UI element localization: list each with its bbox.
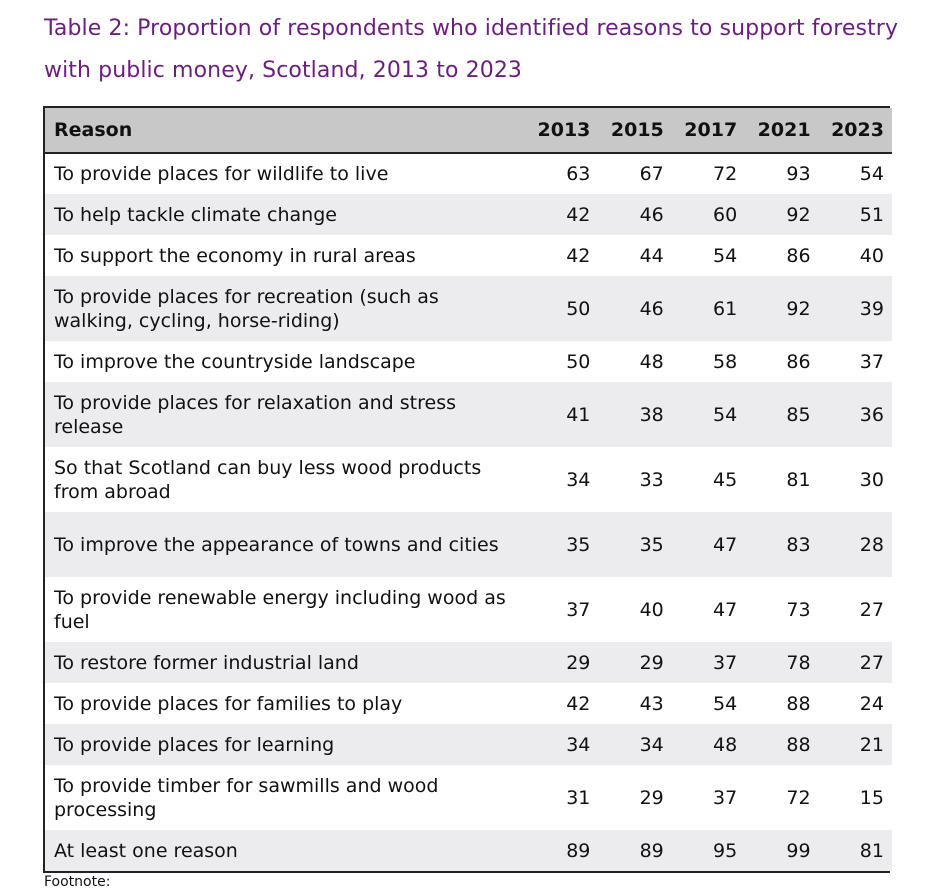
value-cell: 29 bbox=[639, 651, 664, 674]
value-cell: 45 bbox=[712, 468, 738, 491]
value-cell: 47 bbox=[712, 598, 738, 621]
value-cell: 29 bbox=[639, 786, 664, 809]
table-header-row bbox=[45, 108, 892, 153]
value-cell: 35 bbox=[566, 533, 591, 556]
value-cell: 51 bbox=[859, 203, 884, 226]
value-cell: 34 bbox=[566, 733, 591, 756]
value-cell: 34 bbox=[639, 733, 664, 756]
value-cell: 37 bbox=[859, 350, 884, 373]
table-row bbox=[45, 276, 892, 341]
value-cell: 50 bbox=[566, 350, 591, 373]
reason-cell: To provide places for wildlife to live bbox=[54, 163, 389, 185]
table-row bbox=[45, 341, 892, 382]
reason-cell: To restore former industrial land bbox=[54, 651, 359, 674]
value-cell: 92 bbox=[786, 203, 811, 226]
column-header-year: 2015 bbox=[598, 108, 671, 153]
reason-cell: To support the economy in rural areas bbox=[54, 244, 416, 267]
value-cell: 89 bbox=[566, 839, 591, 862]
table-row bbox=[45, 765, 892, 830]
value-cell: 54 bbox=[859, 163, 884, 185]
reason-cell: So that Scotland can buy less wood products from abroad bbox=[54, 456, 482, 503]
value-cell: 42 bbox=[566, 203, 591, 226]
reason-cell: To improve the appearance of towns and cities bbox=[54, 533, 499, 556]
value-cell: 40 bbox=[859, 244, 884, 267]
value-cell: 44 bbox=[639, 244, 664, 267]
value-cell: 21 bbox=[859, 733, 884, 756]
value-cell: 48 bbox=[639, 350, 664, 373]
table-row bbox=[45, 830, 892, 871]
value-cell: 42 bbox=[566, 692, 591, 715]
value-cell: 88 bbox=[786, 692, 811, 715]
value-cell: 73 bbox=[786, 598, 811, 621]
reason-cell: At least one reason bbox=[54, 839, 238, 862]
value-cell: 86 bbox=[786, 350, 811, 373]
value-cell: 72 bbox=[786, 786, 811, 809]
reason-cell: To provide places for relaxation and stress release bbox=[54, 391, 456, 438]
value-cell: 46 bbox=[639, 297, 664, 320]
value-cell: 46 bbox=[639, 203, 664, 226]
data-table bbox=[43, 106, 890, 873]
table-row bbox=[45, 724, 892, 765]
value-cell: 72 bbox=[712, 163, 738, 185]
reason-cell: To help tackle climate change bbox=[54, 203, 337, 226]
value-cell: 85 bbox=[786, 403, 811, 426]
table-row bbox=[45, 447, 892, 512]
value-cell: 37 bbox=[566, 598, 591, 621]
value-cell: 50 bbox=[566, 297, 591, 320]
value-cell: 95 bbox=[712, 839, 738, 862]
table-title: Table 2: Proportion of respondents who identified reasons to support forestry with public money, Scotland, 2013 to 2023 bbox=[44, 16, 899, 83]
value-cell: 36 bbox=[859, 403, 884, 426]
value-cell: 61 bbox=[712, 297, 738, 320]
table-row bbox=[45, 153, 892, 194]
value-cell: 83 bbox=[786, 533, 811, 556]
column-header-year: 2017 bbox=[672, 108, 745, 153]
table-row bbox=[45, 194, 892, 235]
value-cell: 37 bbox=[712, 651, 738, 674]
value-cell: 24 bbox=[859, 692, 884, 715]
value-cell: 58 bbox=[712, 350, 738, 373]
reason-cell: To provide timber for sawmills and wood processing bbox=[54, 774, 439, 821]
value-cell: 92 bbox=[786, 297, 811, 320]
reason-cell: To provide renewable energy including wood as fuel bbox=[54, 586, 506, 633]
value-cell: 60 bbox=[712, 203, 738, 226]
value-cell: 30 bbox=[859, 468, 884, 491]
value-cell: 27 bbox=[859, 598, 884, 621]
value-cell: 81 bbox=[859, 839, 884, 862]
value-cell: 39 bbox=[859, 297, 884, 320]
table-row bbox=[45, 235, 892, 276]
reason-cell: To provide places for learning bbox=[54, 733, 335, 756]
value-cell: 54 bbox=[712, 244, 738, 267]
value-cell: 67 bbox=[639, 163, 664, 185]
value-cell: 78 bbox=[786, 651, 811, 674]
value-cell: 48 bbox=[712, 733, 738, 756]
value-cell: 63 bbox=[566, 163, 591, 185]
reason-cell: To improve the countryside landscape bbox=[54, 350, 416, 373]
table-row bbox=[45, 683, 892, 724]
reason-cell: To provide places for families to play bbox=[54, 692, 403, 715]
table-row bbox=[45, 382, 892, 447]
value-cell: 88 bbox=[786, 733, 811, 756]
value-cell: 38 bbox=[639, 403, 664, 426]
value-cell: 27 bbox=[859, 651, 884, 674]
value-cell: 40 bbox=[639, 598, 664, 621]
value-cell: 15 bbox=[859, 786, 884, 809]
value-cell: 89 bbox=[639, 839, 664, 862]
value-cell: 29 bbox=[566, 651, 591, 674]
value-cell: 99 bbox=[786, 839, 811, 862]
value-cell: 41 bbox=[566, 403, 591, 426]
table-row bbox=[45, 577, 892, 642]
value-cell: 28 bbox=[859, 533, 884, 556]
table-row bbox=[45, 512, 892, 577]
reason-cell: To provide places for recreation (such as walking, cycling, horse-riding) bbox=[54, 285, 439, 332]
column-header-year: 2021 bbox=[745, 108, 818, 153]
table-row bbox=[45, 642, 892, 683]
value-cell: 35 bbox=[639, 533, 664, 556]
value-cell: 86 bbox=[786, 244, 811, 267]
value-cell: 33 bbox=[639, 468, 664, 491]
column-header-year: 2023 bbox=[819, 108, 892, 153]
footnote: Footnote: bbox=[44, 874, 111, 890]
value-cell: 93 bbox=[786, 163, 811, 185]
value-cell: 54 bbox=[712, 403, 738, 426]
value-cell: 43 bbox=[639, 692, 664, 715]
column-header-year: 2013 bbox=[525, 108, 598, 153]
value-cell: 37 bbox=[712, 786, 738, 809]
value-cell: 31 bbox=[566, 786, 591, 809]
column-header-reason: Reason bbox=[45, 108, 525, 153]
value-cell: 42 bbox=[566, 244, 591, 267]
value-cell: 34 bbox=[566, 468, 591, 491]
value-cell: 54 bbox=[712, 692, 738, 715]
value-cell: 81 bbox=[786, 468, 811, 491]
value-cell: 47 bbox=[712, 533, 738, 556]
